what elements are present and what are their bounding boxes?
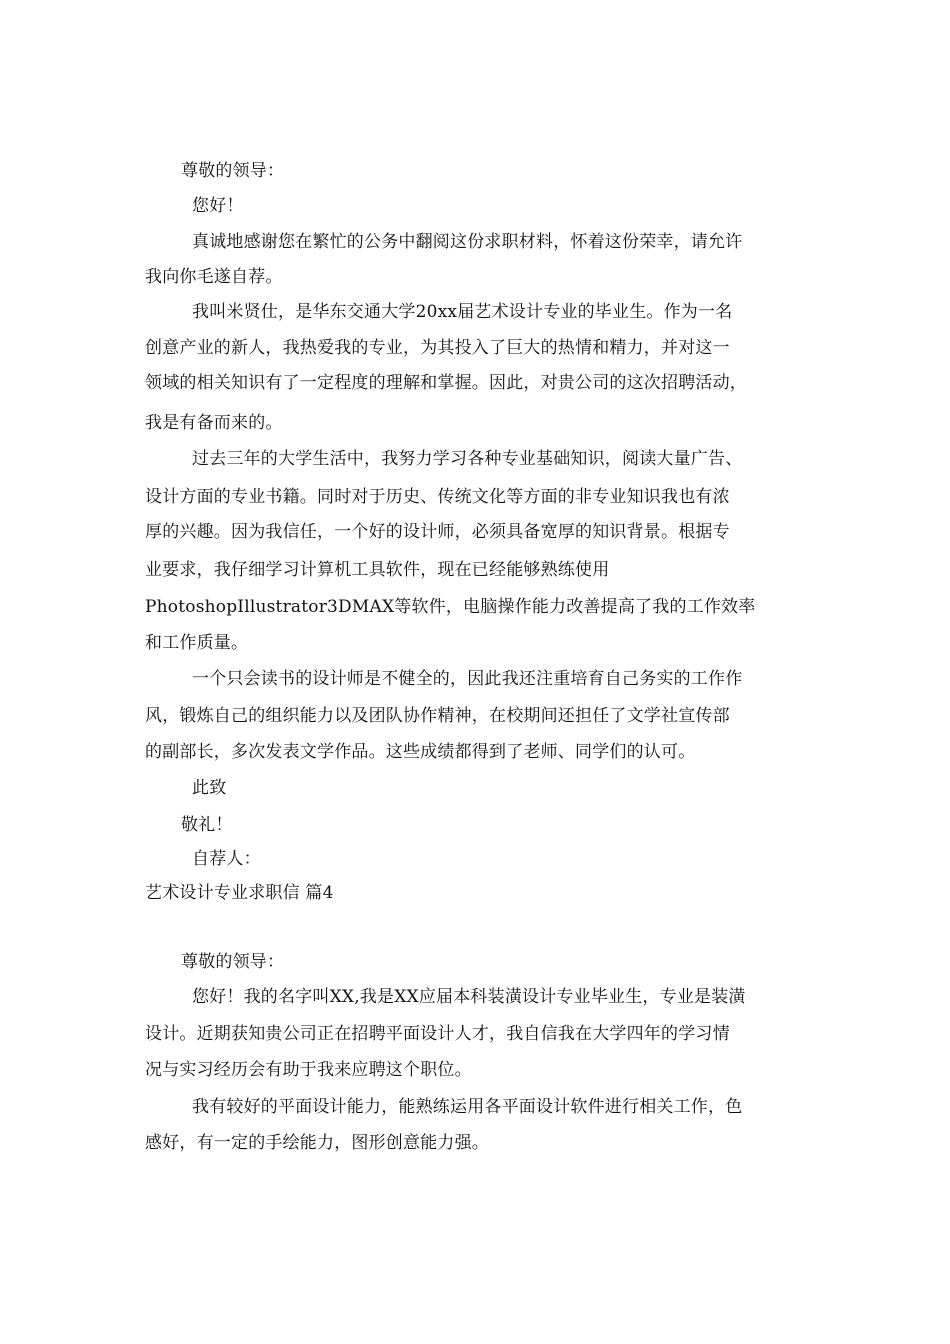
- paragraph-line: 感好，有一定的手绘能力，图形创意能力强。: [145, 1133, 489, 1153]
- paragraph-line: 的副部长，多次发表文学作品。这些成绩都得到了老师、同学们的认可。: [145, 742, 696, 762]
- paragraph-line: 风，锻炼自己的组织能力以及团队协作精神，在校期间还担任了文学社宣传部: [145, 706, 730, 726]
- paragraph-line: 您好！我的名字叫XX,我是XX应届本科装潢设计专业毕业生，专业是装潢: [192, 987, 746, 1007]
- salutation: 尊敬的领导：: [181, 952, 285, 972]
- paragraph-line: 过去三年的大学生活中，我努力学习各种专业基础知识，阅读大量广告、: [192, 449, 743, 469]
- paragraph-line: 厚的兴趣。因为我信任，一个好的设计师，必须具备宽厚的知识背景。根据专: [145, 522, 730, 542]
- paragraph-line: 况与实习经历会有助于我来应聘这个职位。: [145, 1060, 472, 1080]
- paragraph-line: 创意产业的新人，我热爱我的专业，为其投入了巨大的热情和精力，并对这一: [145, 338, 730, 358]
- paragraph-line: 设计。近期获知贵公司正在招聘平面设计人才，我自信我在大学四年的学习情: [145, 1024, 730, 1044]
- paragraph-line: 我有较好的平面设计能力，能熟练运用各平面设计软件进行相关工作，色: [192, 1097, 743, 1117]
- paragraph-line: 我向你毛遂自荐。: [145, 267, 283, 287]
- paragraph-line: 设计方面的专业书籍。同时对于历史、传统文化等方面的非专业知识我也有浓: [145, 487, 730, 507]
- paragraph-line: 我叫米贤仕，是华东交通大学20xx届艺术设计专业的毕业生。作为一名: [192, 302, 733, 322]
- paragraph-line: 我是有备而来的。: [145, 413, 283, 433]
- paragraph-line: 真诚地感谢您在繁忙的公务中翻阅这份求职材料，怀着这份荣幸，请允许: [192, 232, 743, 252]
- salutation: 尊敬的领导：: [181, 161, 285, 181]
- paragraph-line: 领域的相关知识有了一定程度的理解和掌握。因此，对贵公司的这次招聘活动，: [145, 373, 747, 393]
- paragraph-line: 一个只会读书的设计师是不健全的，因此我还注重培育自己务实的工作作: [192, 669, 743, 689]
- paragraph-line: 业要求，我仔细学习计算机工具软件，现在已经能够熟练使用: [145, 560, 610, 580]
- greeting: 您好！: [192, 196, 244, 216]
- signature-label: 自荐人：: [192, 849, 261, 869]
- paragraph-line: PhotoshopIllustrator3DMAX等软件，电脑操作能力改善提高了我的工作效率: [145, 597, 756, 617]
- section-title: 艺术设计专业求职信 篇4: [145, 883, 334, 903]
- regards: 敬礼！: [181, 815, 233, 835]
- closing: 此致: [192, 778, 227, 798]
- paragraph-line: 和工作质量。: [145, 633, 249, 653]
